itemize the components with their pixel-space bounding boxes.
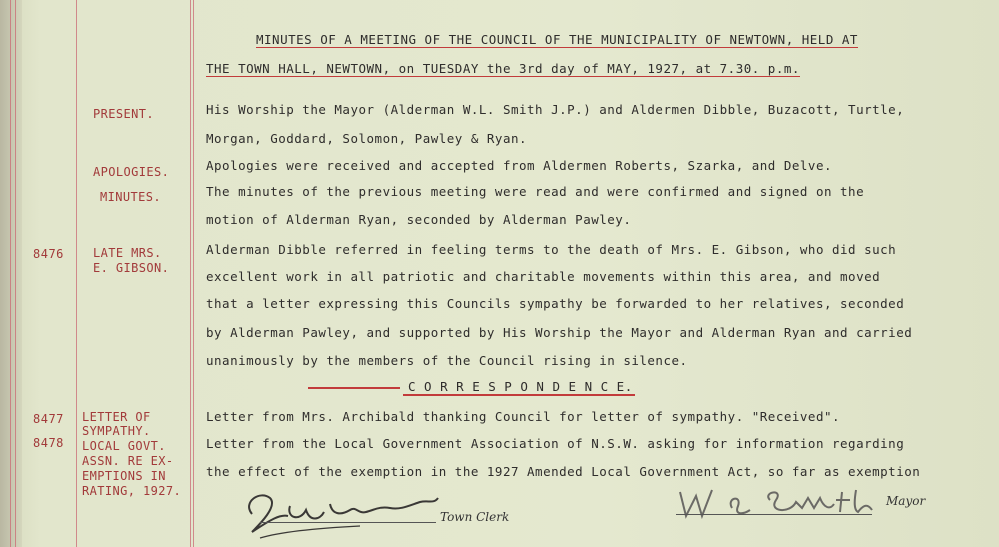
item-number-8478: 8478	[33, 436, 64, 450]
minutes-label: MINUTES.	[100, 190, 161, 204]
item-8478-label-2: ASSN. RE EX-	[82, 454, 174, 468]
mayor-label: Mayor	[886, 494, 926, 508]
apologies-line-1: Apologies were received and accepted from Aldermen Roberts, Szarka, and Delve.	[206, 158, 832, 173]
correspondence-heading: C O R R E S P O N D E N C E.	[408, 379, 633, 394]
item-8478-label-4: RATING, 1927.	[82, 484, 182, 498]
page-edge	[0, 0, 22, 547]
correspondence-rule-left	[308, 387, 400, 389]
item-8478-line-1: Letter from the Local Government Association of N.S.W. asking for information regarding	[206, 436, 905, 451]
minutes-line-1: The minutes of the previous meeting were read and were confirmed and signed on the	[206, 184, 865, 199]
item-number-8477: 8477	[33, 412, 64, 426]
item-8477-label-1: LETTER OF	[82, 410, 151, 424]
item-8476-line-3: that a letter expressing this Councils sympathy be forwarded to her relatives, seconded	[206, 296, 905, 311]
item-8477-label-2: SYMPATHY.	[82, 424, 151, 438]
item-number-8476: 8476	[33, 247, 64, 261]
present-line-2: Morgan, Goddard, Solomon, Pawley & Ryan.	[206, 131, 528, 146]
item-8476-line-4: by Alderman Pawley, and supported by His Worship the Mayor and Alderman Ryan and carried	[206, 325, 913, 340]
item-8478-line-2: the effect of the exemption in the 1927 Amended Local Government Act, so far as exemption	[206, 464, 921, 479]
item-8476-line-5: unanimously by the members of the Council rising in silence.	[206, 353, 688, 368]
item-8478-label-3: EMPTIONS IN	[82, 469, 166, 483]
town-clerk-label: Town Clerk	[440, 510, 510, 524]
margin-rule-4	[190, 0, 191, 547]
heading-line-1: MINUTES OF A MEETING OF THE COUNCIL OF THE MUNICIPALITY OF NEWTOWN, HELD AT	[256, 32, 858, 47]
margin-rule-5	[193, 0, 194, 547]
item-8476-label-1: LATE MRS.	[93, 246, 162, 260]
mayor-signature	[672, 478, 892, 528]
item-8476-line-2: excellent work in all patriotic and charitable movements within this area, and moved	[206, 269, 881, 284]
item-8476-line-1: Alderman Dibble referred in feeling terms to the death of Mrs. E. Gibson, who did such	[206, 242, 897, 257]
present-line-1: His Worship the Mayor (Alderman W.L. Smith J.P.) and Aldermen Dibble, Buzacott, Turtle,	[206, 102, 905, 117]
town-clerk-line	[260, 522, 436, 523]
correspondence-rule-right	[403, 394, 635, 396]
minutes-line-2: motion of Alderman Ryan, seconded by Alderman Pawley.	[206, 212, 632, 227]
mayor-line	[676, 514, 872, 515]
margin-rule-2	[15, 0, 16, 547]
item-8477-text: Letter from Mrs. Archibald thanking Council for letter of sympathy. "Received".	[206, 409, 841, 424]
item-8476-label-2: E. GIBSON.	[93, 261, 170, 275]
apologies-label: APOLOGIES.	[93, 165, 170, 179]
present-label: PRESENT.	[93, 107, 154, 121]
margin-rule-1	[10, 0, 11, 547]
margin-rule-3	[76, 0, 77, 547]
heading-line-2: THE TOWN HALL, NEWTOWN, on TUESDAY the 3rd day of MAY, 1927, at 7.30. p.m.	[206, 61, 800, 76]
item-8478-label-1: LOCAL GOVT.	[82, 439, 166, 453]
town-clerk-signature	[240, 484, 460, 544]
